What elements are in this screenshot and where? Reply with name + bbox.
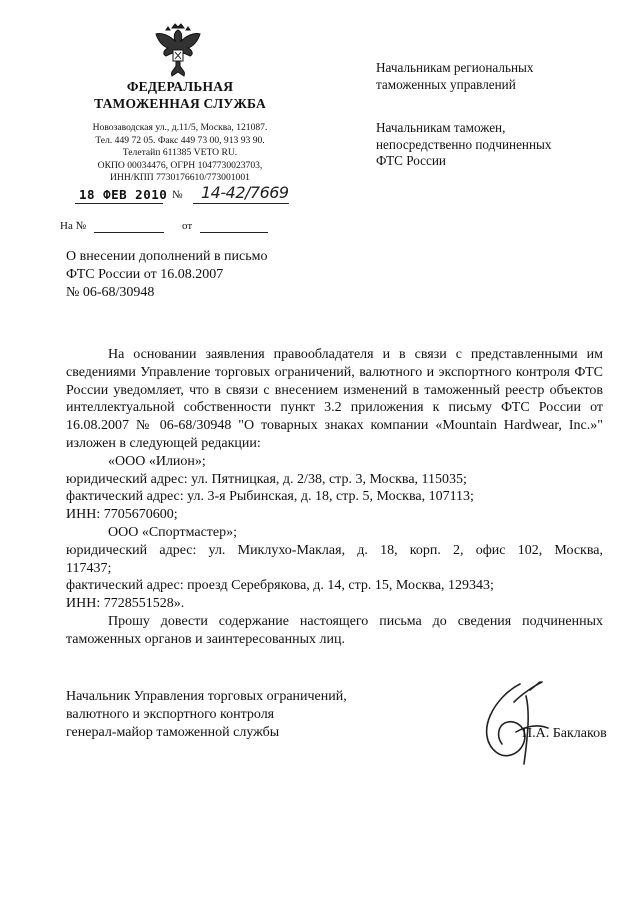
organization-name xyxy=(60,78,300,112)
registration-number: 14-42/7669 xyxy=(201,183,289,202)
addressee-block-1 xyxy=(376,60,534,93)
org-teletype: Телетайп 611385 VETO RU. xyxy=(122,147,238,159)
company2-actual-address: фактический адрес: проезд Серебрякова, д. 14, стр. 15, Москва, 129343; xyxy=(66,578,494,594)
intro-paragraph: На основании заявления правообладателя и в связи с представленными им сведениями Управление торговых ограничений, валютного и экспортного контроля ФТС России уведомляет, что в связи с внесением изменений в таможенный реестр объектов интеллектуальной собственности пункт 3.2 приложения к письму ФТС России от 16.08.2007 № 06-68/30948 "О товарных знаках компании «Mountain Hardwear, Inc.»" изложен в следующей редакции: xyxy=(66,347,603,451)
addressee-line: Начальникам таможен, xyxy=(376,120,506,135)
request-paragraph: Прошу довести содержание настоящего письма до сведения подчиненных таможенных органов и заинтересованных лиц. xyxy=(66,613,603,647)
subject-line: № 06-68/30948 xyxy=(66,285,155,300)
addressee-line: Начальникам региональных xyxy=(376,60,534,75)
org-name-line-1: ФЕДЕРАЛЬНАЯ xyxy=(126,79,234,94)
registration-date: 18 ФЕВ 2010 xyxy=(79,187,168,202)
position-line: валютного и экспортного контроля xyxy=(66,707,275,722)
addressee-line: ФТС России xyxy=(376,153,446,168)
company1-actual-address: фактический адрес: ул. 3-я Рыбинская, д. 18, стр. 5, Москва, 107113; xyxy=(66,489,474,505)
ref-from-label: от xyxy=(182,220,193,232)
number-label: № xyxy=(172,189,183,201)
org-inn-kpp: ИНН/КПП 7730176610/773001001 xyxy=(110,172,250,184)
subject-line: ФТС России от 16.08.2007 xyxy=(66,267,224,282)
coat-of-arms-emblem xyxy=(152,22,204,78)
letter-subject xyxy=(66,248,316,302)
position-line: генерал-майор таможенной службы xyxy=(66,725,280,740)
ref-number-blank xyxy=(94,232,164,233)
number-underline xyxy=(193,203,289,204)
company2-name: ООО «Спортмастер»; xyxy=(108,524,238,540)
position-line: Начальник Управления торговых ограничений, xyxy=(66,689,347,704)
ref-date-blank xyxy=(200,232,268,233)
reference-row xyxy=(60,220,270,236)
company1-name: «ООО «Илион»; xyxy=(108,453,206,469)
addressee-block-2 xyxy=(376,120,552,170)
org-address: Новозаводская ул., д.11/5, Москва, 121087. xyxy=(92,122,268,133)
subject-line: О внесении дополнений в письмо xyxy=(66,249,268,264)
org-phone: Тел. 449 72 05. Факс 449 73 00, 913 93 90. xyxy=(95,134,265,146)
organization-details xyxy=(60,122,300,185)
org-name-line-2: ТАМОЖЕННАЯ СЛУЖБА xyxy=(94,96,266,111)
company2-legal-postcode: 117437; xyxy=(66,560,112,576)
handwritten-signature xyxy=(468,672,558,772)
company1-inn: ИНН: 7705670600; xyxy=(66,507,178,523)
addressee-line: непосредственно подчиненных xyxy=(376,136,552,152)
company2-legal-address: юридический адрес: ул. Миклухо-Маклая, д. 18, корп. 2, офис 102, Москва, xyxy=(66,542,603,558)
signatory-name: П.А. Баклаков xyxy=(522,726,607,741)
registration-row xyxy=(75,183,305,205)
org-okpo-ogrn: ОКПО 00034476, ОГРН 1047730023703, xyxy=(97,159,263,171)
ref-number-label: На № xyxy=(60,220,87,232)
signatory-position xyxy=(66,688,347,742)
letter-body xyxy=(66,346,603,649)
company2-inn: ИНН: 7728551528». xyxy=(66,596,185,612)
addressee-line: таможенных управлений xyxy=(376,76,516,92)
date-underline xyxy=(75,203,163,204)
company1-legal-address: юридический адрес: ул. Пятницкая, д. 2/38, стр. 3, Москва, 115035; xyxy=(66,471,467,487)
